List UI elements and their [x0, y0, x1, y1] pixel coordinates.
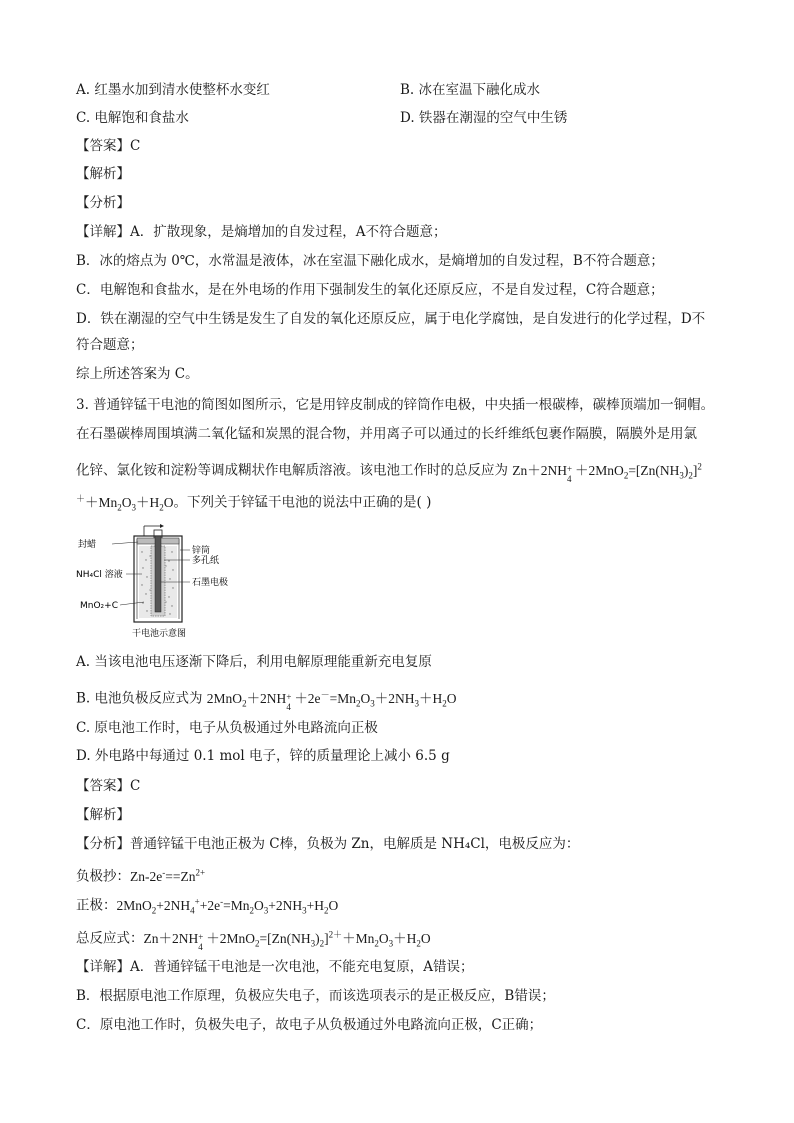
q3-fenxi: 【分析】普通锌锰干电池正极为 C棒，负极为 Zn，电解质是 NH₄Cl，电极反应为：	[76, 836, 580, 852]
label-zinc-can: 锌筒	[192, 546, 211, 556]
label-seal: 封蜡	[78, 540, 97, 550]
q3-option-c: C. 原电池工作时，电子从负极通过外电路流向正极	[76, 720, 378, 736]
q3-positive-electrode	[76, 891, 338, 920]
q3-stem-line3-text: 化锌、氯化铵和淀粉等调成糊状作电解质溶液。该电池工作时的总反应为	[76, 462, 513, 479]
q3-stem-line3	[76, 456, 702, 485]
q3-stem-line1: 3. 普通锌锰干电池的简图如图所示，它是用锌皮制成的锌筒作电极，中央插一根碳棒，碳棒顶端加一铜帽。	[76, 397, 715, 413]
q2-option-c: C. 电解饱和食盐水	[76, 110, 189, 126]
dry-cell-diagram	[76, 522, 246, 642]
label-nh4cl-solution: NH₄Cl 溶液	[76, 570, 123, 580]
q3-positive-equation: $2MnO_2+2NH_4^++2e^-=Mn_2O_3+2NH_3+H_2O$	[116, 896, 339, 916]
q3-stem-line2: 在石墨碳棒周围填满二氧化锰和炭黑的混合物，并用离子可以通过的长纤维纸包裹作隔膜，隔膜外是用氯	[76, 426, 697, 442]
q2-summary: 综上所述答案为 C。	[76, 366, 199, 382]
label-graphite-electrode: 石墨电极	[192, 578, 229, 588]
q3-stem-line4	[76, 488, 431, 517]
total-reaction-equation: Zn＋2NH + 4 $+2MnO_2=[Zn(NH_3)_2]^2$	[512, 461, 702, 484]
q2-option-b: B. 冰在室温下融化成水	[400, 82, 541, 98]
q3-total-equation: Zn＋2NH + 4 $+2MnO_2=[Zn(NH_3)_2]^{2+}+Mn_2O_3+H_2O$	[143, 929, 431, 952]
q2-option-d: D. 铁器在潮湿的空气中生锈	[400, 110, 568, 126]
dry-cell-svg	[76, 522, 246, 642]
q2-detail-a: 【详解】A．扩散现象，是熵增加的自发过程，A不符合题意；	[76, 224, 447, 240]
q3-negative-label: 负极抄：	[76, 868, 130, 885]
q3-positive-label: 正极：	[76, 897, 117, 914]
label-mno2-c: MnO₂+C	[80, 601, 118, 611]
q3-option-b-equation: 2MnO$_2$＋2NH + 4 $+2e^-=Mn_2O_3+2NH_3+H_2O$	[206, 689, 457, 712]
q2-detail-d-line2: 符合题意；	[76, 337, 144, 353]
q2-detail-d-line1: D．铁在潮湿的空气中生锈是发生了自发的氧化还原反应，属于电化学腐蚀，是自发进行的化学过程，D不	[76, 311, 706, 327]
q2-detail-c: C．电解饱和食盐水，是在外电场的作用下强制发生的氧化还原反应，不是自发过程，C符合题意；	[76, 282, 664, 298]
q3-detail-c: C．原电池工作时，负极失电子，故电子从负极通过外电路流向正极，C正确；	[76, 1017, 543, 1033]
q3-option-d: D. 外电路中每通过 0.1 mol 电子，锌的质量理论上减小 6.5 g	[76, 748, 450, 764]
q3-answer: 【答案】C	[76, 778, 141, 794]
q3-analysis-heading: 【解析】	[76, 807, 130, 823]
q3-total-reaction	[76, 924, 431, 953]
q3-negative-electrode	[76, 862, 205, 887]
total-reaction-equation-tail: $^++Mn_2O_3+H_2O$	[76, 493, 174, 513]
figure-caption: 干电池示意图	[132, 629, 187, 639]
q3-detail-b: B．根据原电池工作原理，负极应失电子，而该选项表示的是正极反应，B错误；	[76, 988, 555, 1004]
q2-detail-b: B．冰的熔点为 0℃，水常温是液体，冰在室温下融化成水，是熵增加的自发过程，B不符合题意；	[76, 253, 664, 269]
q3-detail-a: 【详解】A．普通锌锰干电池是一次电池，不能充电复原，A错误；	[76, 959, 474, 975]
q2-analysis-heading: 【解析】	[76, 166, 130, 182]
graphite-rod-icon	[155, 536, 161, 612]
q3-total-label: 总反应式：	[76, 930, 144, 947]
q3-option-a: A. 当该电池电压逐渐下降后，利用电解原理能重新充电复原	[76, 654, 432, 670]
q2-answer: 【答案】C	[76, 138, 141, 154]
q3-negative-equation: $Zn-2e^-==Zn^{2+}$	[130, 867, 206, 884]
q3-stem-line4-text: 。下列关于锌锰干电池的说法中正确的是( )	[173, 494, 432, 511]
q3-option-b	[76, 684, 456, 713]
label-porous-paper: 多孔纸	[192, 556, 220, 566]
q3-option-b-text: B. 电池负极反应式为	[76, 690, 207, 707]
q2-option-row-1	[76, 80, 716, 100]
q2-option-row-2	[76, 108, 716, 128]
q2-fenxi-heading: 【分析】	[76, 195, 130, 211]
q2-option-a: A. 红墨水加到清水使整杯水变红	[76, 82, 270, 98]
